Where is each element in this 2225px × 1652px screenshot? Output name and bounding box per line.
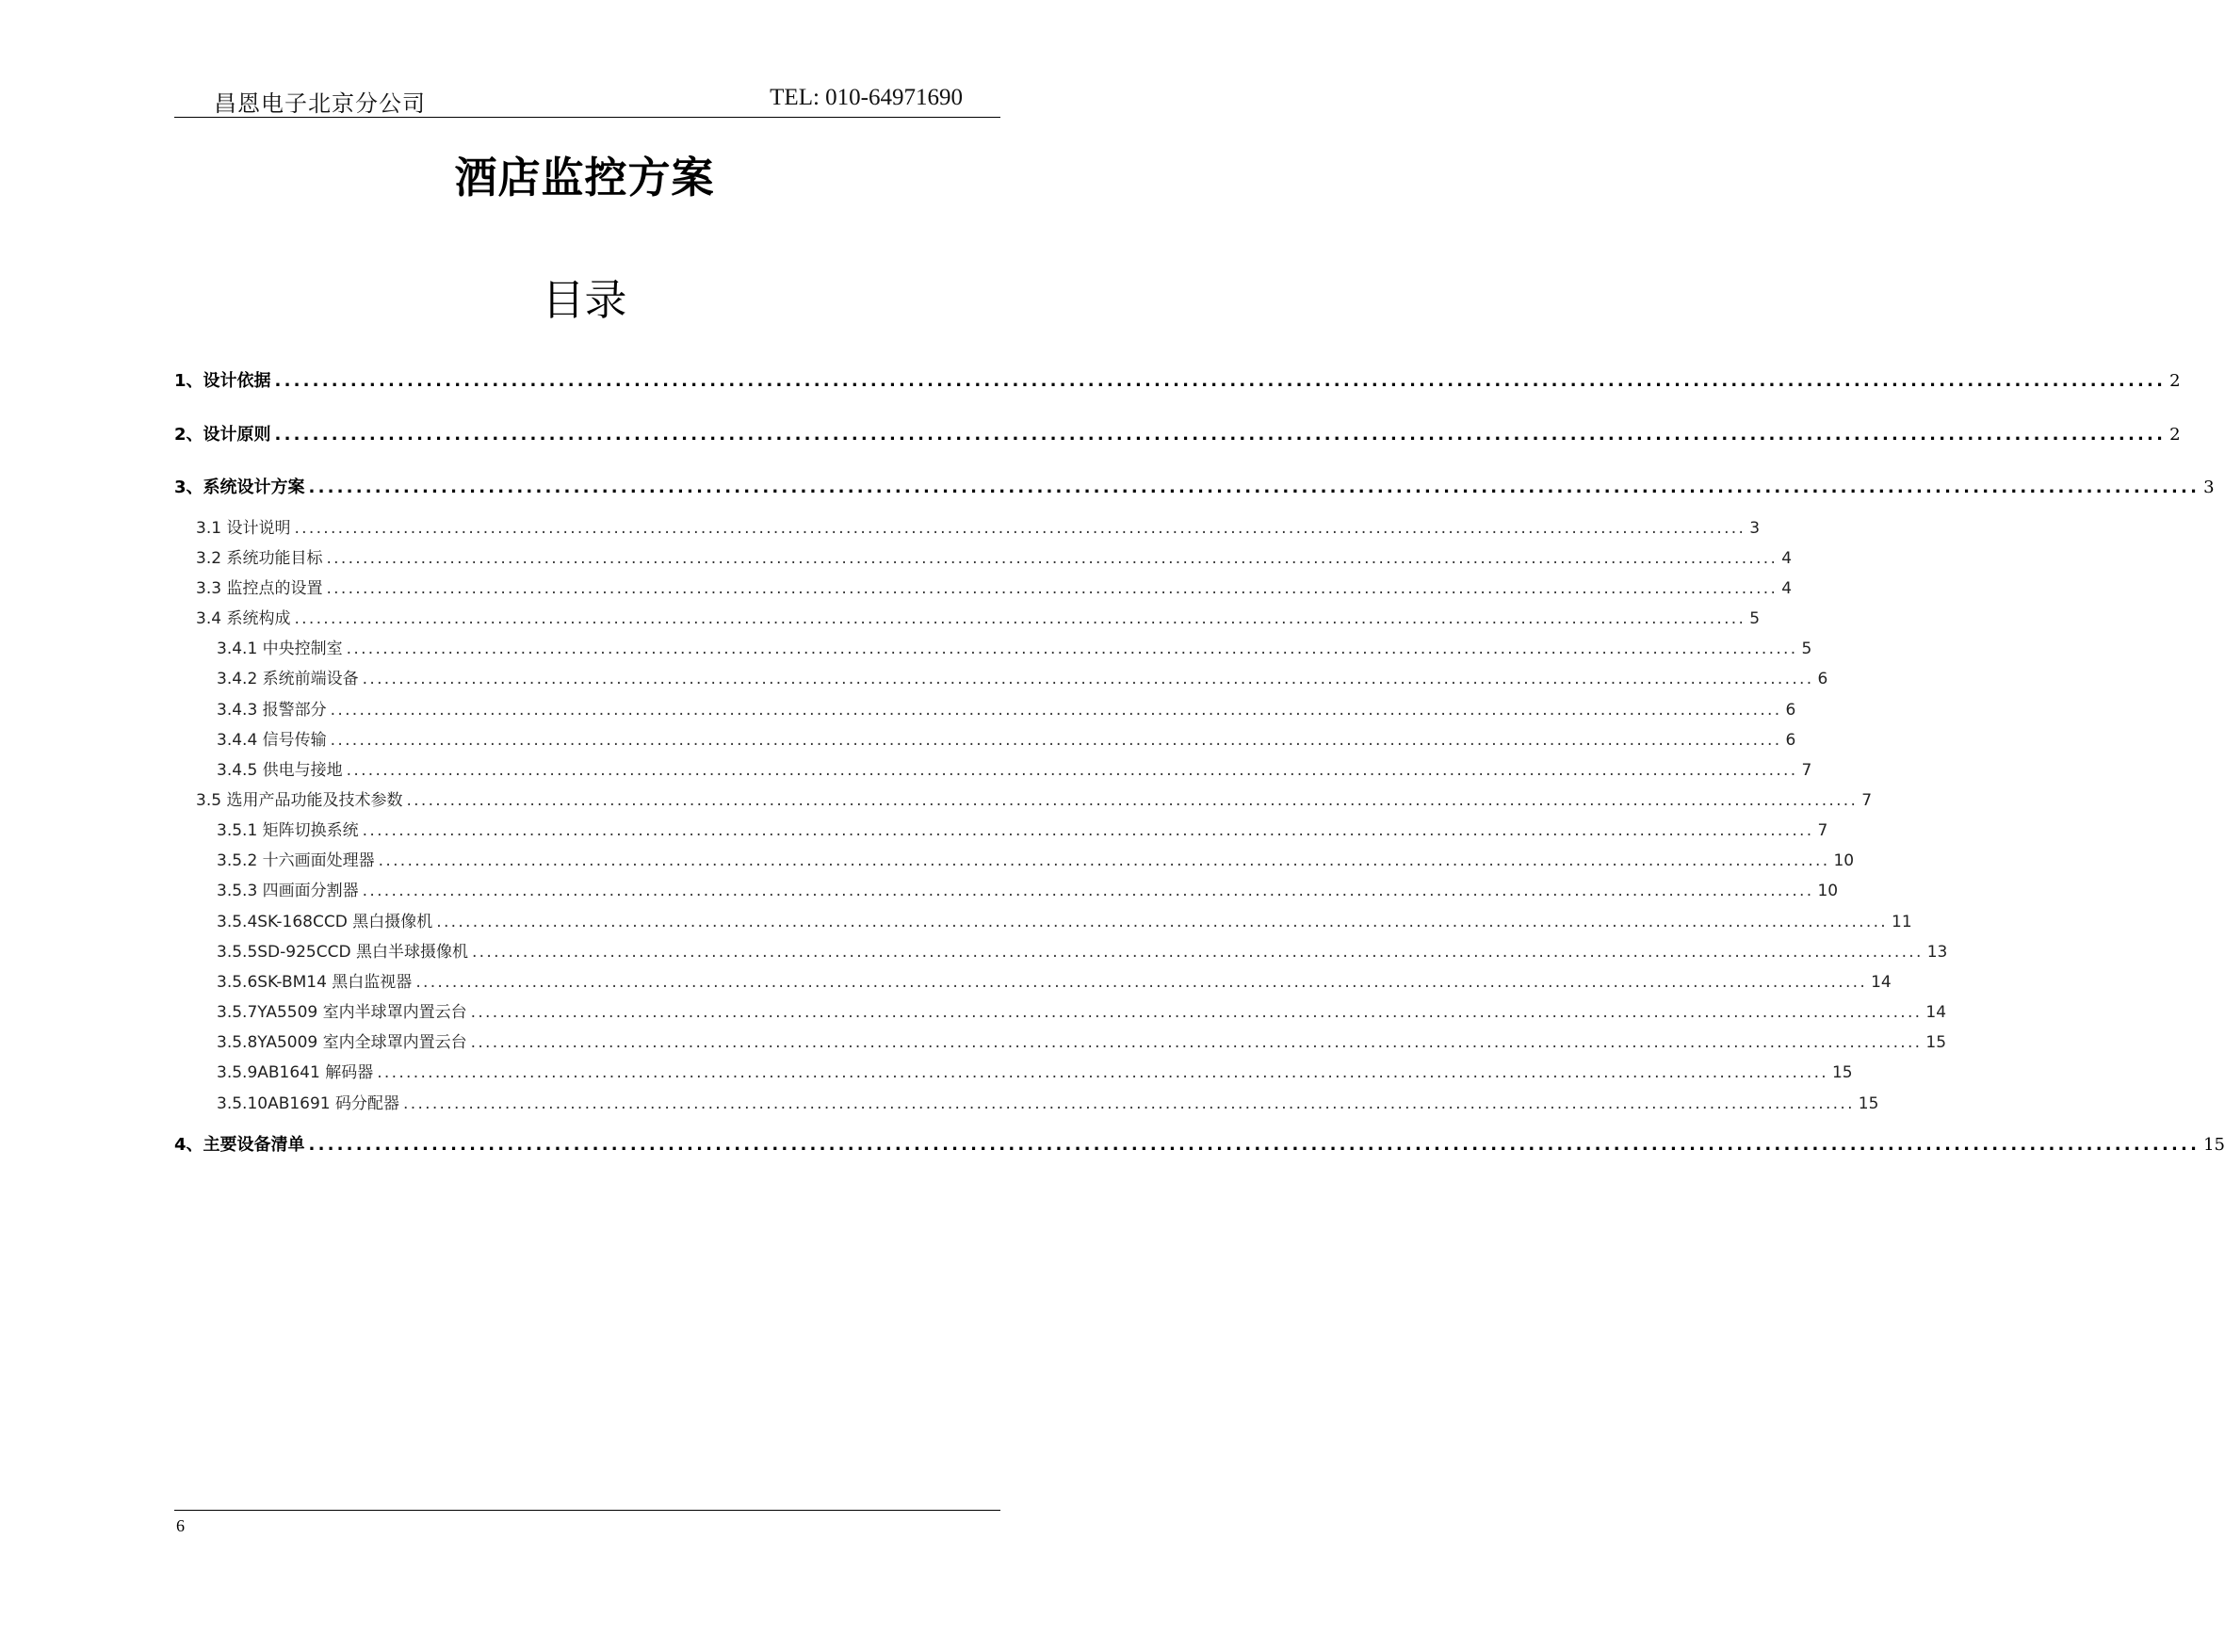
toc-entry-page: 4 xyxy=(1781,579,1793,598)
toc-entry-page: 2 xyxy=(2169,425,2181,445)
toc-entry-page: 7 xyxy=(1861,791,1873,810)
header-company: 昌恩电子北京分公司 xyxy=(214,90,426,117)
toc-entry-page: 7 xyxy=(1801,761,1812,780)
toc-entry-label: 3、系统设计方案 xyxy=(174,478,305,497)
toc-entry[interactable] xyxy=(217,998,1947,1022)
toc-entry-label: 3.4.3 报警部分 xyxy=(217,701,327,720)
toc-dot-leader: ........................................................................................................................................................................................................ xyxy=(326,549,1778,568)
toc-entry-page: 6 xyxy=(1785,731,1796,750)
toc-entry-label: 4、主要设备清单 xyxy=(174,1135,305,1155)
toc-dot-leader: ........................................................................................................................................................................................................ xyxy=(471,943,1924,962)
toc-entry[interactable] xyxy=(217,665,1828,688)
toc-entry[interactable] xyxy=(174,421,2181,445)
toc-entry[interactable] xyxy=(217,726,1796,750)
page-footer xyxy=(174,1510,1000,1535)
toc-entry-label: 3.5.4SK-168CCD 黑白摄像机 xyxy=(217,913,433,931)
toc-entry-label: 3.5.2 十六画面处理器 xyxy=(217,851,375,870)
toc-entry-label: 3.5.9AB1641 解码器 xyxy=(217,1063,374,1082)
toc-entry[interactable] xyxy=(174,367,2181,392)
toc-entry-page: 3 xyxy=(2203,478,2215,497)
toc-entry-label: 3.4 系统构成 xyxy=(196,609,291,628)
toc-entry[interactable] xyxy=(174,474,2215,498)
toc-entry-label: 3.5 选用产品功能及技术参数 xyxy=(196,791,403,810)
toc-entry[interactable] xyxy=(217,696,1796,720)
toc-dot-leader: ........................................................................................................................................................................................................ xyxy=(346,761,1798,780)
toc-dot-leader: ........................................................................................................................................................................................................ xyxy=(415,973,1868,992)
toc-entry-page: 15 xyxy=(1858,1094,1879,1113)
toc-entry-page: 10 xyxy=(1817,882,1839,900)
toc-entry-page: 10 xyxy=(1833,851,1855,870)
toc-entry[interactable] xyxy=(217,938,1948,962)
toc-dot-leader: ........................................................................................................................................................................................................ xyxy=(346,640,1798,658)
toc-entry-label: 3.5.10AB1691 码分配器 xyxy=(217,1094,400,1113)
toc-entry-page: 5 xyxy=(1749,609,1761,628)
toc-dot-leader: ........................................................................................................................................................................................................ xyxy=(377,1063,1828,1082)
toc-entry-label: 3.4.5 供电与接地 xyxy=(217,761,343,780)
toc-entry[interactable] xyxy=(196,514,1761,538)
toc-dot-leader: ........................................................................................................................................................................................................ xyxy=(274,425,2167,445)
toc-entry-page: 7 xyxy=(1817,821,1828,840)
toc-entry-label: 3.1 设计说明 xyxy=(196,519,291,538)
toc-entry[interactable] xyxy=(196,786,1873,810)
toc-entry-page: 4 xyxy=(1781,549,1793,568)
toc-entry-label: 3.4.2 系统前端设备 xyxy=(217,670,359,688)
toc-entry[interactable] xyxy=(217,847,1855,870)
toc-dot-leader: ........................................................................................................................................................................................................ xyxy=(406,791,1859,810)
toc-dot-leader: ........................................................................................................................................................................................................ xyxy=(362,670,1814,688)
toc-dot-leader: ........................................................................................................................................................................................................ xyxy=(326,579,1778,598)
toc-entry-page: 5 xyxy=(1801,640,1812,658)
toc-dot-leader: ........................................................................................................................................................................................................ xyxy=(362,882,1814,900)
toc-dot-leader: ........................................................................................................................................................................................................ xyxy=(470,1003,1923,1022)
toc-entry[interactable] xyxy=(217,877,1839,900)
toc-dot-leader: ........................................................................................................................................................................................................ xyxy=(436,913,1888,931)
page-header xyxy=(174,81,1000,118)
toc-entry-page: 15 xyxy=(1831,1063,1853,1082)
toc-entry-page: 15 xyxy=(2203,1135,2225,1155)
toc-entry[interactable] xyxy=(217,968,1892,992)
toc-entry[interactable] xyxy=(217,1028,1947,1052)
toc-entry-label: 3.2 系统功能目标 xyxy=(196,549,323,568)
toc-entry[interactable] xyxy=(217,908,1912,931)
toc-dot-leader: ........................................................................................................................................................................................................ xyxy=(403,1094,1855,1113)
toc-entry-page: 2 xyxy=(2169,371,2181,391)
toc-entry-page: 15 xyxy=(1925,1033,1947,1052)
toc-entry[interactable] xyxy=(196,605,1761,628)
document-title: 酒店监控方案 xyxy=(454,153,715,202)
toc-entry-page: 13 xyxy=(1926,943,1948,962)
toc-entry[interactable] xyxy=(217,756,1812,780)
toc-dot-leader: ........................................................................................................................................................................................................ xyxy=(330,731,1782,750)
toc-entry-page: 6 xyxy=(1817,670,1828,688)
toc-entry-page: 3 xyxy=(1749,519,1761,538)
toc-entry-page: 6 xyxy=(1785,701,1796,720)
toc-entry-label: 3.5.7YA5509 室内半球罩内置云台 xyxy=(217,1003,467,1022)
toc-dot-leader: ........................................................................................................................................................................................................ xyxy=(362,821,1814,840)
footer-page-number: 6 xyxy=(176,1516,185,1535)
toc-entry-label: 3.5.6SK-BM14 黑白监视器 xyxy=(217,973,413,992)
toc-entry-page: 14 xyxy=(1925,1003,1947,1022)
toc-entry-label: 3.4.1 中央控制室 xyxy=(217,640,343,658)
toc-entry-label: 3.5.1 矩阵切换系统 xyxy=(217,821,359,840)
toc-entry[interactable] xyxy=(217,635,1812,658)
toc-entry[interactable] xyxy=(174,1131,2225,1156)
toc-dot-leader: ........................................................................................................................................................................................................ xyxy=(294,519,1746,538)
toc-entry-label: 3.3 监控点的设置 xyxy=(196,579,323,598)
toc-entry[interactable] xyxy=(217,1059,1853,1082)
toc-dot-leader: ........................................................................................................................................................................................................ xyxy=(274,371,2167,391)
toc-heading: 目录 xyxy=(542,275,627,325)
toc-dot-leader: ........................................................................................................................................................................................................ xyxy=(330,701,1782,720)
toc-entry-page: 14 xyxy=(1871,973,1892,992)
toc-dot-leader: ........................................................................................................................................................................................................ xyxy=(294,609,1746,628)
toc-entry-label: 2、设计原则 xyxy=(174,425,271,445)
toc-entry[interactable] xyxy=(196,544,1793,568)
header-tel: TEL: 010-64971690 xyxy=(770,85,963,110)
toc-entry-label: 3.5.5SD-925CCD 黑白半球摄像机 xyxy=(217,943,468,962)
toc-entry-page: 11 xyxy=(1892,913,1912,931)
toc-dot-leader: ........................................................................................................................................................................................................ xyxy=(378,851,1830,870)
toc-entry-label: 3.5.8YA5009 室内全球罩内置云台 xyxy=(217,1033,467,1052)
toc-dot-leader: ........................................................................................................................................................................................................ xyxy=(308,478,2201,497)
toc-entry[interactable] xyxy=(217,817,1828,840)
toc-entry[interactable] xyxy=(196,575,1793,598)
toc-dot-leader: ........................................................................................................................................................................................................ xyxy=(308,1135,2201,1155)
toc-entry-label: 3.4.4 信号传输 xyxy=(217,731,327,750)
toc-entry[interactable] xyxy=(217,1090,1879,1113)
toc-dot-leader: ........................................................................................................................................................................................................ xyxy=(470,1033,1923,1052)
toc-entry-label: 1、设计依据 xyxy=(174,371,271,391)
toc-entry-label: 3.5.3 四画面分割器 xyxy=(217,882,359,900)
